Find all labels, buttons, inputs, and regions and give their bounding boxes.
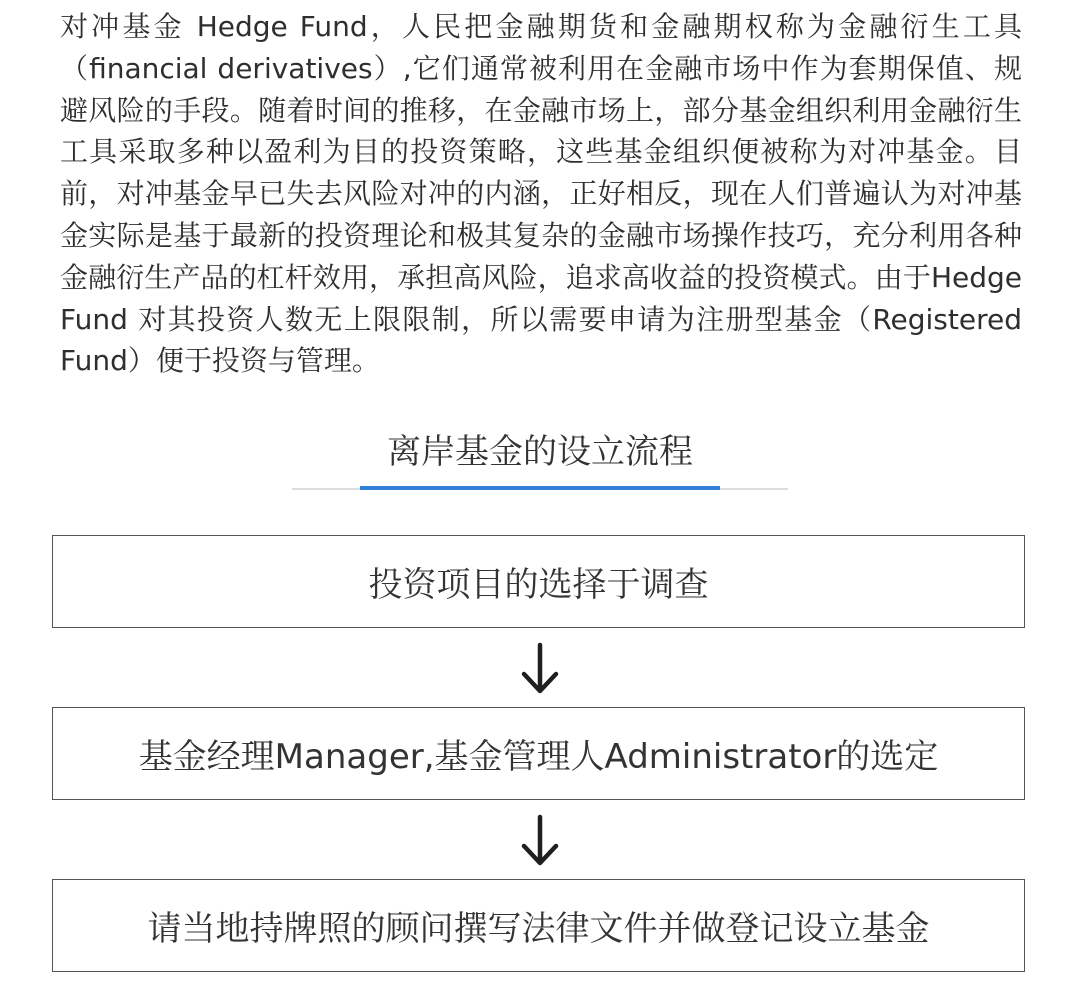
intro-paragraph: 对冲基金 Hedge Fund，人民把金融期货和金融期权称为金融衍生工具（financial derivatives）,它们通常被利用在金融市场中作为套期保值、规避风险的手段。随着时间的推移，在金融市场上，部分基金组织利用金融衍生工具采取多种以盈利为目的投资策略，这些基金组织便被称为对冲基金。目前，对冲基金早已失去风险对冲的内涵，正好相反，现在人们普遍认为对冲基金实际是基于最新的投资理论和极其复杂的金融市场操作技巧，充分利用各种金融衍生产品的杠杆效用，承担高风险，追求高收益的投资模式。由于Hedge Fund 对其投资人数无上限限制，所以需要申请为注册型基金（Registered Fund）便于投资与管理。 [60,10,1022,378]
section-header [292,425,788,493]
section-title: 离岸基金的设立流程 [387,432,693,472]
flow-step-2: 基金经理Manager,基金管理人Administrator的选定 [52,707,1025,800]
section-title-underline [360,486,720,490]
flow-step-1: 投资项目的选择于调查 [52,535,1025,628]
arrow-down-icon [518,814,562,868]
arrow-down-icon [518,642,562,696]
flow-step-3: 请当地持牌照的顾问撰写法律文件并做登记设立基金 [52,879,1025,972]
